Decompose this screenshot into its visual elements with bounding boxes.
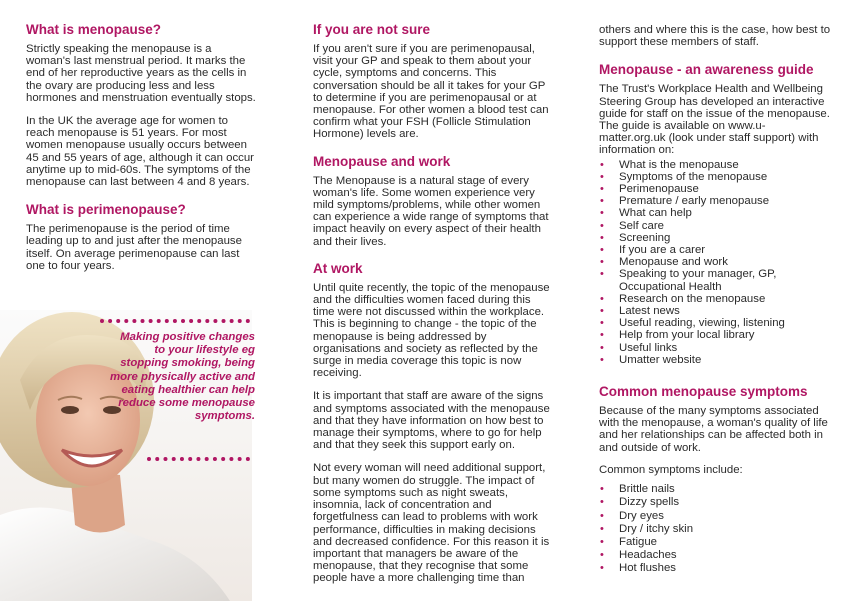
- dotted-divider-top: [100, 319, 250, 323]
- guide-topics-list: [599, 159, 831, 366]
- paragraph-not-every-woman: Not every woman will need additional support, but many women do struggle. The impact of some symptoms such as night sweats, insomnia, lack of concentration and forgetfulness can lead to problems with work performance, difficulties in making decisions and decreased confidence. For this reason it is important that managers be aware of the menopause, that they recognise that some people have a more challenging time than: [313, 462, 550, 585]
- quote-callout: [100, 319, 256, 461]
- dotted-divider-bottom: [147, 457, 250, 461]
- list-item: • What can help: [599, 207, 831, 219]
- column-left: [26, 0, 258, 272]
- paragraph-menopause-definition: Strictly speaking the menopause is a woman's last menstrual period. It marks the end of her reproductive years as the cells in the ovary are producing less and less hormones and menstruation eventually stops.: [26, 43, 256, 104]
- list-item: • Speaking to your manager, GP, Occupational Health: [599, 268, 831, 292]
- paragraph-quality-of-life: Because of the many symptoms associated with the menopause, a woman's quality of life and her relationships can be affected both in and outside of work.: [599, 405, 828, 454]
- heading-at-work: At work: [313, 260, 363, 276]
- list-item: • Symptoms of the menopause: [599, 171, 831, 183]
- paragraph-continued: others and where this is the case, how best to support these members of staff.: [599, 24, 831, 49]
- paragraph-menopause-natural: The Menopause is a natural stage of every woman's life. Some women experience very mild symptoms/problems, while other women can experience a wide range of symptoms that impact heavily on every aspect of their health and their lives.: [313, 174, 549, 248]
- heading-what-is-perimenopause: What is perimenopause?: [26, 202, 186, 218]
- list-item: • Dry eyes: [599, 510, 831, 523]
- list-item: • Self care: [599, 220, 831, 232]
- paragraph-awareness-guide: The Trust's Workplace Health and Wellbeing Steering Group has developed an interactive guide for staff on the issue of the menopause. The guide is available on www.u-matter.org.uk (look under staff support) with information on:: [599, 83, 830, 157]
- paragraph-until-recently: Until quite recently, the topic of the menopause and the difficulties women faced during this time were not discussed within the workplace. This is beginning to change - the topic of the menopause is being addressed by organisations and society as reflected by the surge in media coverage this topic is now receiving.: [313, 281, 550, 380]
- list-item: • Useful links: [599, 342, 831, 354]
- list-item: • Screening: [599, 232, 831, 244]
- heading-if-not-sure: If you are not sure: [313, 22, 431, 37]
- list-item: • Menopause and work: [599, 256, 831, 268]
- paragraph-symptoms-include: Common symptoms include:: [599, 463, 743, 476]
- list-item: • Dizzy spells: [599, 496, 831, 509]
- heading-awareness-guide: Menopause - an awareness guide: [599, 62, 814, 78]
- column-right: [599, 0, 831, 576]
- list-item: • Useful reading, viewing, listening: [599, 317, 831, 329]
- paragraph-staff-awareness: It is important that staff are aware of the signs and symptoms associated with the menopause and that they have information on how best to manage their symptoms, where to go for help and that they seek this support early on.: [313, 390, 550, 452]
- list-item: • Hot flushes: [599, 562, 831, 575]
- column-middle: [313, 0, 551, 585]
- heading-common-symptoms: Common menopause symptoms: [599, 384, 808, 400]
- list-item: • Dry / itchy skin: [599, 523, 831, 536]
- list-item: • Perimenopause: [599, 183, 831, 195]
- list-item: • Fatigue: [599, 536, 831, 549]
- list-item: • Help from your local library: [599, 329, 831, 341]
- list-item: • Brittle nails: [599, 483, 831, 496]
- paragraph-average-age: In the UK the average age for women to reach menopause is 51 years. For most women menopause usually occurs between 45 and 55 years of age, although it can occur anytime up to mid-60s. The symptoms of the menopause can last between 4 and 8 years.: [26, 115, 254, 189]
- list-item: • Premature / early menopause: [599, 195, 831, 207]
- quote-text: Making positive changes to your lifestyle eg stopping smoking, being more physically active and eating healthier can help reduce some menopause symptoms.: [110, 331, 255, 423]
- list-item: • What is the menopause: [599, 159, 831, 171]
- list-item: • Research on the menopause: [599, 293, 831, 305]
- paragraph-if-not-sure: If you aren't sure if you are perimenopausal, visit your GP and speak to them about your cycle, symptoms and concerns. This conversation should be all it takes for your GP to determine if you are perimenopausal or at menopause. For other women a blood test can confirm what your FSH (Follicle Stimulation Hormone) levels are.: [313, 43, 549, 141]
- paragraph-perimenopause: The perimenopause is the period of time leading up to and just after the menopause itself. On average perimenopause can last one to four years.: [26, 223, 242, 272]
- symptoms-list: [599, 483, 831, 575]
- list-item: • If you are a carer: [599, 244, 831, 256]
- list-item: • Umatter website: [599, 354, 831, 366]
- list-item: • Latest news: [599, 305, 831, 317]
- list-item: • Headaches: [599, 549, 831, 562]
- heading-what-is-menopause: What is menopause?: [26, 22, 162, 37]
- heading-menopause-and-work: Menopause and work: [313, 153, 451, 169]
